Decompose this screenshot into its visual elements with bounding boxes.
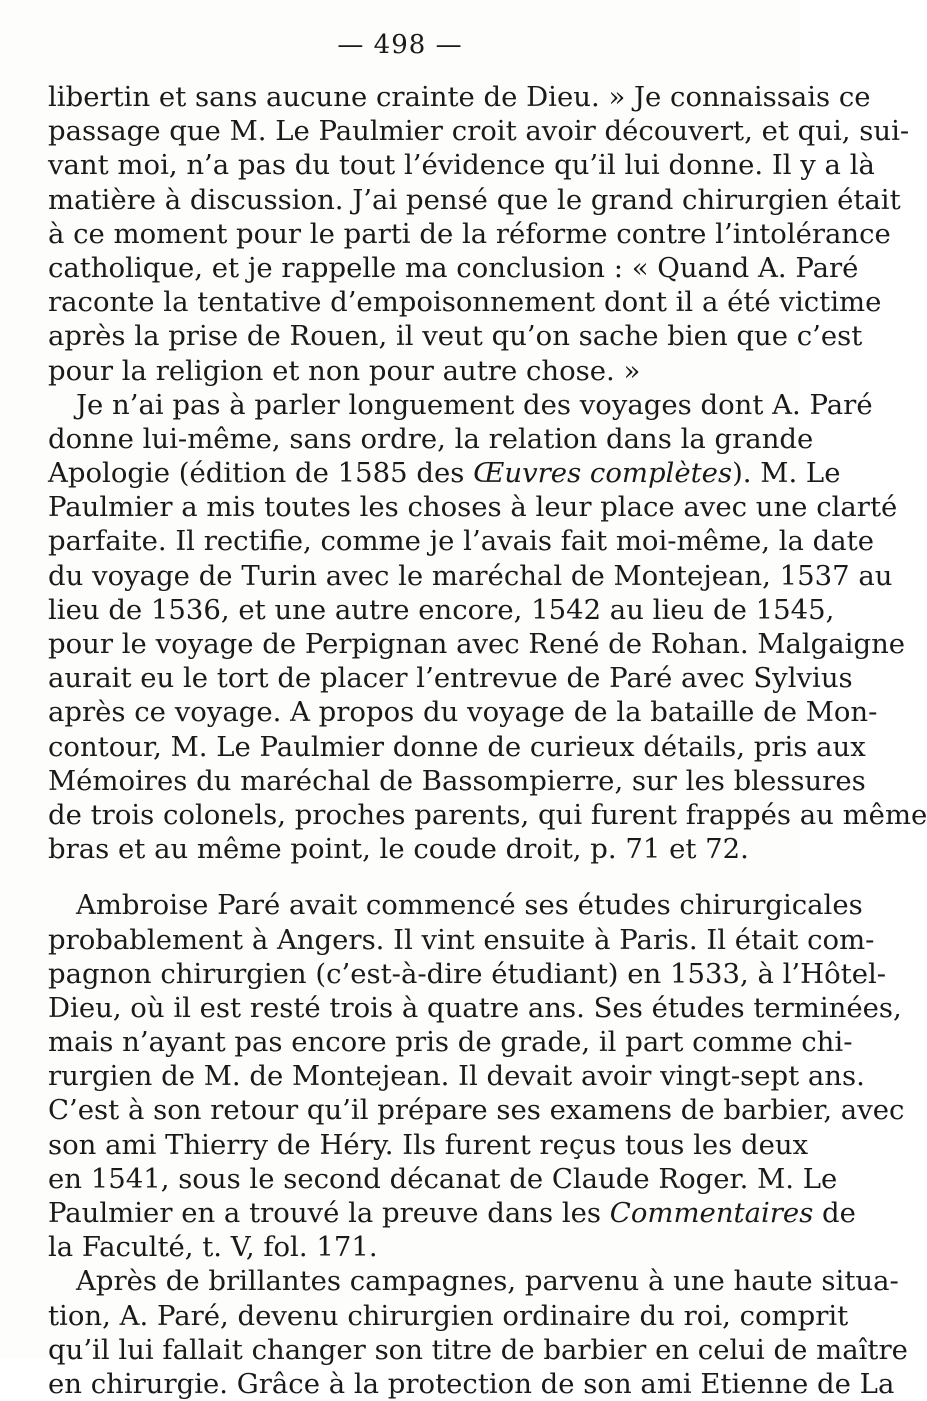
text-line: en chirurgie. Grâce à la protection de son ami Etienne de La <box>48 1367 895 1400</box>
text-line: contour, M. Le Paulmier donne de curieux détails, pris aux <box>48 730 866 763</box>
text-line: raconte la tentative d’empoisonnement dont il a été victime <box>48 286 882 319</box>
text-line: la Faculté, t. V, fol. 171. <box>48 1231 378 1264</box>
text-line: mais n’ayant pas encore pris de grade, il part comme chi- <box>48 1026 853 1059</box>
text-line: en 1541, sous le second décanat de Claude Roger. M. Le <box>48 1162 838 1195</box>
text-line: après la prise de Rouen, il veut qu’on sache bien que c’est <box>48 320 863 353</box>
text-fragment: de <box>813 1197 856 1229</box>
text-line: C’est à son retour qu’il prépare ses examens de barbier, avec <box>48 1094 905 1127</box>
text-line: matière à discussion. J’ai pensé que le grand chirurgien était <box>48 183 901 216</box>
text-line: Dieu, où il est resté trois à quatre ans. Ses études terminées, <box>48 991 902 1024</box>
text-line: probablement à Angers. Il vint ensuite à Paris. Il était com- <box>48 923 875 956</box>
text-fragment: ). M. Le <box>732 457 841 490</box>
text-line: pagnon chirurgien (c’est-à-dire étudiant) en 1533, à l’Hôtel- <box>48 957 887 990</box>
text-line: qu’il lui fallait changer son titre de barbier en celui de maître <box>48 1333 908 1366</box>
text-line: de trois colonels, proches parents, qui furent frappés au même <box>48 798 927 831</box>
italic-title: Œuvres complètes <box>473 457 733 490</box>
text-fragment: Paulmier en a trouvé la preuve dans les <box>48 1197 610 1229</box>
text-line: Je n’ai pas à parler longuement des voyages dont A. Paré <box>76 388 873 421</box>
text-line: catholique, et je rappelle ma conclusion : « Quand A. Paré <box>48 251 859 284</box>
text-line: bras et au même point, le coude droit, p. 71 et 72. <box>48 833 749 866</box>
text-line: donne lui-même, sans ordre, la relation dans la grande <box>48 422 814 455</box>
body-text <box>48 80 927 1401</box>
text-line: du voyage de Turin avec le maréchal de Montejean, 1537 au <box>48 559 893 592</box>
page-number: — 498 — <box>337 30 463 60</box>
text-line: son ami Thierry de Héry. Ils furent reçus tous les deux <box>48 1128 809 1161</box>
paragraph-gap <box>48 866 764 888</box>
text-line: tion, A. Paré, devenu chirurgien ordinaire du roi, comprit <box>48 1299 849 1332</box>
text-line: Mémoires du maréchal de Bassompierre, sur les blessures <box>48 764 866 797</box>
text-line: à ce moment pour le parti de la réforme contre l’intolérance <box>48 217 891 250</box>
text-line: rurgien de M. de Montejean. Il devait avoir vingt-sept ans. <box>48 1060 865 1093</box>
paragraph <box>48 1264 908 1401</box>
text-line: parfaite. Il rectifie, comme je l’avais fait moi-même, la date <box>48 525 874 558</box>
paragraph <box>48 388 927 867</box>
italic-title: Commentaires <box>609 1197 814 1229</box>
text-line: Ambroise Paré avait commencé ses études chirurgicales <box>76 889 863 922</box>
text-line: libertin et sans aucune crainte de Dieu. » Je connaissais ce <box>48 81 871 113</box>
text-line: passage que M. Le Paulmier croit avoir découvert, et qui, sui- <box>48 115 910 148</box>
text-line: après ce voyage. A propos du voyage de la bataille de Mon- <box>48 696 878 729</box>
paragraph <box>48 888 905 1264</box>
text-line <box>48 1196 856 1230</box>
text-line: Paulmier a mis toutes les choses à leur place avec une clarté <box>48 491 898 524</box>
text-line: pour la religion et non pour autre chose. » <box>48 354 641 387</box>
text-fragment: Apologie (édition de 1585 des <box>48 457 474 490</box>
text-line: Après de brillantes campagnes, parvenu à une haute situa- <box>76 1265 899 1298</box>
text-line: aurait eu le tort de placer l’entrevue de Paré avec Sylvius <box>48 662 853 695</box>
text-line: vant moi, n’a pas du tout l’évidence qu’il lui donne. Il y a là <box>48 149 875 182</box>
text-line: pour le voyage de Perpignan avec René de Rohan. Malgaigne <box>48 628 906 660</box>
text-line: lieu de 1536, et une autre encore, 1542 au lieu de 1545, <box>48 593 835 626</box>
text-line <box>48 456 841 490</box>
paragraph <box>48 80 910 388</box>
